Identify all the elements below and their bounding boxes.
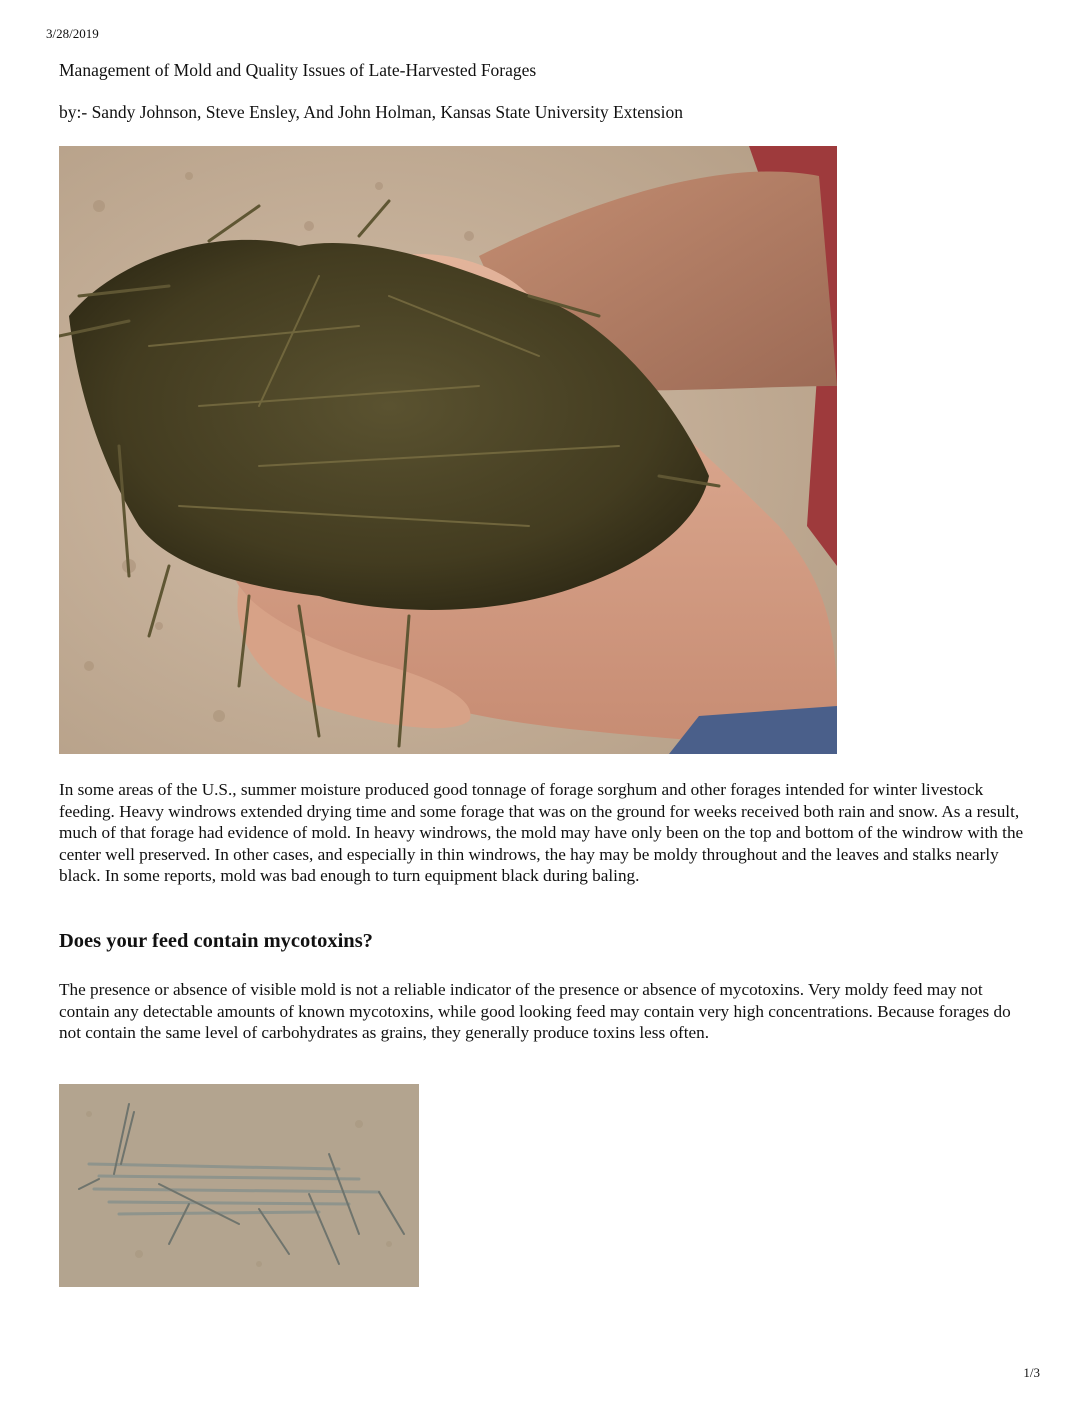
- intro-paragraph: In some areas of the U.S., summer moisture produced good tonnage of forage sorghum and other forages intended for winter livestock feeding. Heavy windrows extended drying time and some forage that was on the ground for weeks received both rain and snow. As a result, much of that forage had evidence of mold. In heavy windrows, the mold may have only been on the top and bottom of the windrow with the center well preserved. In other cases, and especially in thin windrows, the hay may be moldy throughout and the leaves and stalks nearly black. In some reports, mold was bad enough to turn equipment black during baling.: [59, 780, 1024, 885]
- moldy-stalks-photo: [59, 1084, 419, 1287]
- page-number: 1/3: [1023, 1365, 1040, 1380]
- section-heading-mycotoxins: Does your feed contain mycotoxins?: [59, 930, 373, 952]
- print-date: 3/28/2019: [46, 26, 99, 41]
- moldy-forage-in-hand-photo: [59, 146, 837, 754]
- mycotoxin-paragraph: The presence or absence of visible mold is not a reliable indicator of the presence or absence of mycotoxins. Very moldy feed may not contain any detectable amounts of known mycotoxins, while good looking feed may contain very high concentrations. Because forages do not contain the same level of carbohydrates as grains, they generally produce toxins less often.: [59, 980, 1011, 1042]
- article-byline: by:- Sandy Johnson, Steve Ensley, And John Holman, Kansas State University Extension: [59, 102, 683, 122]
- article-title: Management of Mold and Quality Issues of Late-Harvested Forages: [59, 60, 537, 80]
